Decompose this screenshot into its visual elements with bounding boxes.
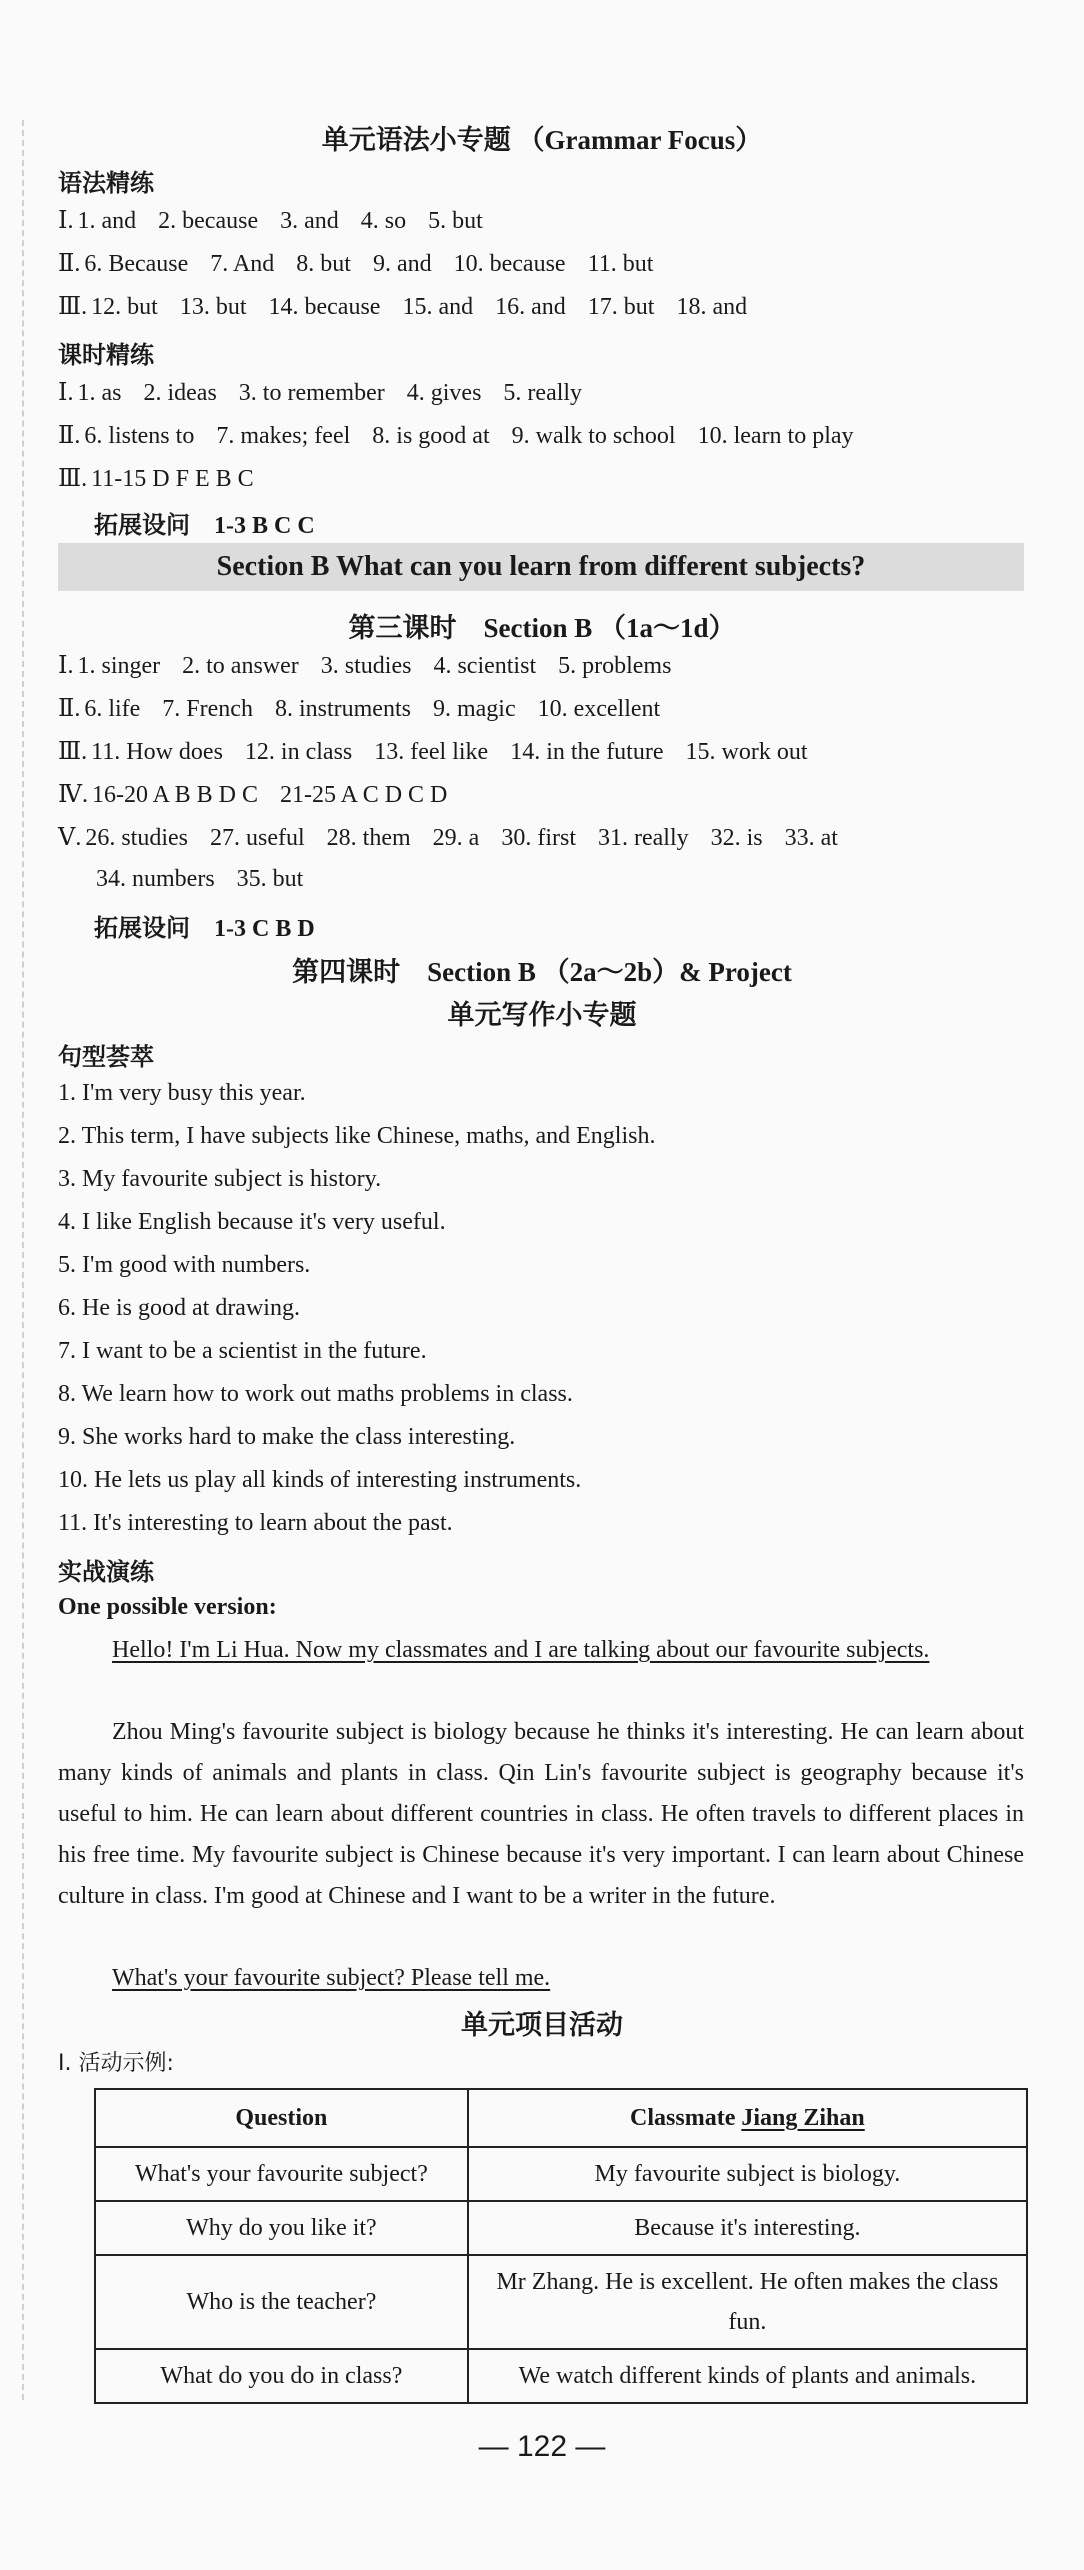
essay-para-1-text: Hello! I'm Li Hua. Now my classmates and I are talking about our favourite subjects. xyxy=(112,1637,930,1663)
sentence-item: 9. She works hard to make the class interesting. xyxy=(58,1424,516,1450)
section-b-banner-text: Section B What can you learn from different subjects? xyxy=(216,551,866,582)
project-title: 单元项目活动 xyxy=(461,2010,623,2040)
table-row xyxy=(95,2255,1027,2349)
table-row xyxy=(95,2349,1027,2403)
sentence-item: 4. I like English because it's very useful. xyxy=(58,1209,446,1235)
answer-item: 6. listens to xyxy=(84,423,195,449)
answer-row xyxy=(58,206,505,235)
answer-row xyxy=(58,464,276,493)
roman-numeral: Ⅱ. xyxy=(58,696,81,722)
version-label: One possible version: xyxy=(58,1594,277,1620)
answer-item: 16-20 A B B D C xyxy=(91,782,259,808)
answer-row xyxy=(58,378,604,407)
writing-focus-title: 单元写作小专题 xyxy=(447,1000,637,1030)
answer-item: 3. and xyxy=(280,208,339,234)
answer-item: 5. problems xyxy=(558,653,672,679)
answer-item: 14. in the future xyxy=(510,739,664,765)
question-cell: Who is the teacher? xyxy=(95,2255,468,2349)
sentence-item: 3. My favourite subject is history. xyxy=(58,1166,382,1192)
answer-row xyxy=(58,823,860,852)
answer-item: 9. magic xyxy=(432,696,516,722)
answer-item: 3. to remember xyxy=(238,380,385,406)
answer-item: 9. and xyxy=(372,251,432,277)
answer-item: 8. instruments xyxy=(274,696,411,722)
page-number: — 122 — xyxy=(478,2430,606,2463)
roman-numeral: Ⅰ. xyxy=(58,208,74,234)
answer-item: 29. a xyxy=(432,825,480,851)
essay-para-3-text: What's your favourite subject? Please tell me. xyxy=(112,1965,551,1991)
answer-item: 4. gives xyxy=(406,380,482,406)
margin-divider xyxy=(22,120,26,2400)
answer-item: 3. studies xyxy=(320,653,412,679)
project-table xyxy=(94,2088,1028,2404)
essay-para-1 xyxy=(58,1630,1024,1671)
answer-item: 12. in class xyxy=(244,739,353,765)
sentence-item: 7. I want to be a scientist in the future. xyxy=(58,1338,427,1364)
extension-question: 拓展设问 1-3 C B D xyxy=(94,916,315,942)
roman-numeral: Ⅰ. xyxy=(58,653,74,679)
answer-item: 17. but xyxy=(587,294,655,320)
answer-item: 13. but xyxy=(179,294,247,320)
roman-numeral: Ⅴ. xyxy=(58,825,82,851)
answer-cell: My favourite subject is biology. xyxy=(468,2147,1027,2201)
roman-numeral: Ⅲ. xyxy=(58,739,88,765)
answer-item: 5. really xyxy=(503,380,583,406)
section-b-banner xyxy=(58,543,1024,591)
grammar-focus-title: 单元语法小专题 （Grammar Focus） xyxy=(321,125,763,155)
answer-item: 21-25 A C D C D xyxy=(280,782,448,808)
roman-numeral: Ⅳ. xyxy=(58,782,88,808)
classmate-name: Jiang Zihan xyxy=(741,2105,865,2131)
project-table-body xyxy=(95,2147,1027,2403)
answer-item: 12. but xyxy=(91,294,158,320)
answer-item: 13. feel like xyxy=(374,739,489,765)
grammar-practice-heading: 语法精练 xyxy=(58,169,154,197)
answer-item: 11-15 D F E B C xyxy=(91,466,254,492)
sentence-item: 5. I'm good with numbers. xyxy=(58,1252,311,1278)
answer-item: 16. and xyxy=(495,294,566,320)
sentence-item: 6. He is good at drawing. xyxy=(58,1295,300,1321)
answer-item: 15. work out xyxy=(685,739,808,765)
answer-item: 1. as xyxy=(77,380,122,406)
answer-cell: We watch different kinds of plants and animals. xyxy=(468,2349,1027,2403)
answer-item: 2. because xyxy=(158,208,259,234)
lesson4-title: 第四课时 Section B （2a～2b）& Project xyxy=(292,957,792,987)
question-column-header: Question xyxy=(95,2089,468,2147)
sentence-item: 10. He lets us play all kinds of interesting instruments. xyxy=(58,1467,582,1493)
essay-para-2: Zhou Ming's favourite subject is biology because he thinks it's interesting. He can learn about many kinds of animals and plants in class. Qin Lin's favourite subject is geography because it's useful to him. He can learn about different countries in class. He often travels to different places in his free time. My favourite subject is Chinese because it's very important. I can learn about Chinese culture in class. I'm good at Chinese and I want to be a writer in the future. xyxy=(58,1719,1024,1909)
answer-row xyxy=(58,737,830,766)
practice-heading: 实战演练 xyxy=(58,1558,154,1586)
answer-row xyxy=(58,292,769,321)
classmate-column-header xyxy=(468,2089,1027,2147)
answer-cell: Because it's interesting. xyxy=(468,2201,1027,2255)
answer-item: 7. And xyxy=(210,251,275,277)
extension-question: 拓展设问 1-3 B C C xyxy=(94,513,315,539)
answer-item: 11. but xyxy=(587,251,654,277)
answer-item: 5. but xyxy=(428,208,483,234)
answer-item: 11. How does xyxy=(91,739,223,765)
answer-row xyxy=(58,421,876,450)
answer-item: 15. and xyxy=(402,294,474,320)
sentence-patterns-heading: 句型荟萃 xyxy=(58,1043,154,1071)
answer-item: 30. first xyxy=(501,825,576,851)
table-row xyxy=(95,2147,1027,2201)
roman-numeral: Ⅱ. xyxy=(58,423,81,449)
answer-item: 32. is xyxy=(710,825,763,851)
answer-row xyxy=(58,651,693,680)
roman-numeral: Ⅲ. xyxy=(58,466,88,492)
sentence-item: 11. It's interesting to learn about the past. xyxy=(58,1510,453,1536)
lesson-practice-heading: 课时精练 xyxy=(58,341,154,369)
answer-item: 9. walk to school xyxy=(511,423,676,449)
question-cell: What's your favourite subject? xyxy=(95,2147,468,2201)
answer-row xyxy=(74,866,325,893)
answer-item: 18. and xyxy=(676,294,748,320)
classmate-prefix: Classmate xyxy=(630,2105,742,2131)
answer-item: 4. scientist xyxy=(433,653,537,679)
sentence-item: 8. We learn how to work out maths problems in class. xyxy=(58,1381,573,1407)
sentence-item: 1. I'm very busy this year. xyxy=(58,1080,306,1106)
answer-item: 33. at xyxy=(784,825,838,851)
answer-item: 8. is good at xyxy=(372,423,490,449)
project-label: Ⅰ. 活动示例: xyxy=(58,2051,174,2076)
answer-item: 14. because xyxy=(268,294,381,320)
answer-item: 6. life xyxy=(84,696,141,722)
answer-row xyxy=(58,249,675,278)
sentence-item: 2. This term, I have subjects like Chinese, maths, and English. xyxy=(58,1123,656,1149)
roman-numeral: Ⅰ. xyxy=(58,380,74,406)
table-row xyxy=(95,2201,1027,2255)
question-cell: Why do you like it? xyxy=(95,2201,468,2255)
answer-item: 6. Because xyxy=(84,251,189,277)
answer-item: 1. singer xyxy=(77,653,161,679)
answer-row xyxy=(58,694,682,723)
answer-item: 4. so xyxy=(360,208,407,234)
answer-item: 28. them xyxy=(326,825,411,851)
answer-item: 10. excellent xyxy=(537,696,661,722)
roman-numeral: Ⅲ. xyxy=(58,294,88,320)
answer-item: 27. useful xyxy=(210,825,305,851)
table-header-row xyxy=(95,2089,1027,2147)
answer-item: 7. French xyxy=(162,696,253,722)
question-cell: What do you do in class? xyxy=(95,2349,468,2403)
answer-item: 2. to answer xyxy=(182,653,299,679)
answer-item: 31. really xyxy=(598,825,689,851)
answer-item: 10. learn to play xyxy=(697,423,854,449)
answer-item: 1. and xyxy=(77,208,137,234)
answer-item: 8. but xyxy=(296,251,351,277)
essay-para-3 xyxy=(58,1958,1024,1999)
answer-item: 35. but xyxy=(236,866,304,892)
answer-item: 10. because xyxy=(453,251,566,277)
roman-numeral: Ⅱ. xyxy=(58,251,81,277)
answer-item: 26. studies xyxy=(85,825,189,851)
answer-item: 2. ideas xyxy=(143,380,217,406)
answer-row xyxy=(58,780,469,809)
answer-item: 34. numbers xyxy=(96,866,215,892)
answer-cell: Mr Zhang. He is excellent. He often makes the class fun. xyxy=(468,2255,1027,2349)
lesson3-title: 第三课时 Section B （1a～1d） xyxy=(348,613,736,643)
answer-item: 7. makes; feel xyxy=(216,423,351,449)
